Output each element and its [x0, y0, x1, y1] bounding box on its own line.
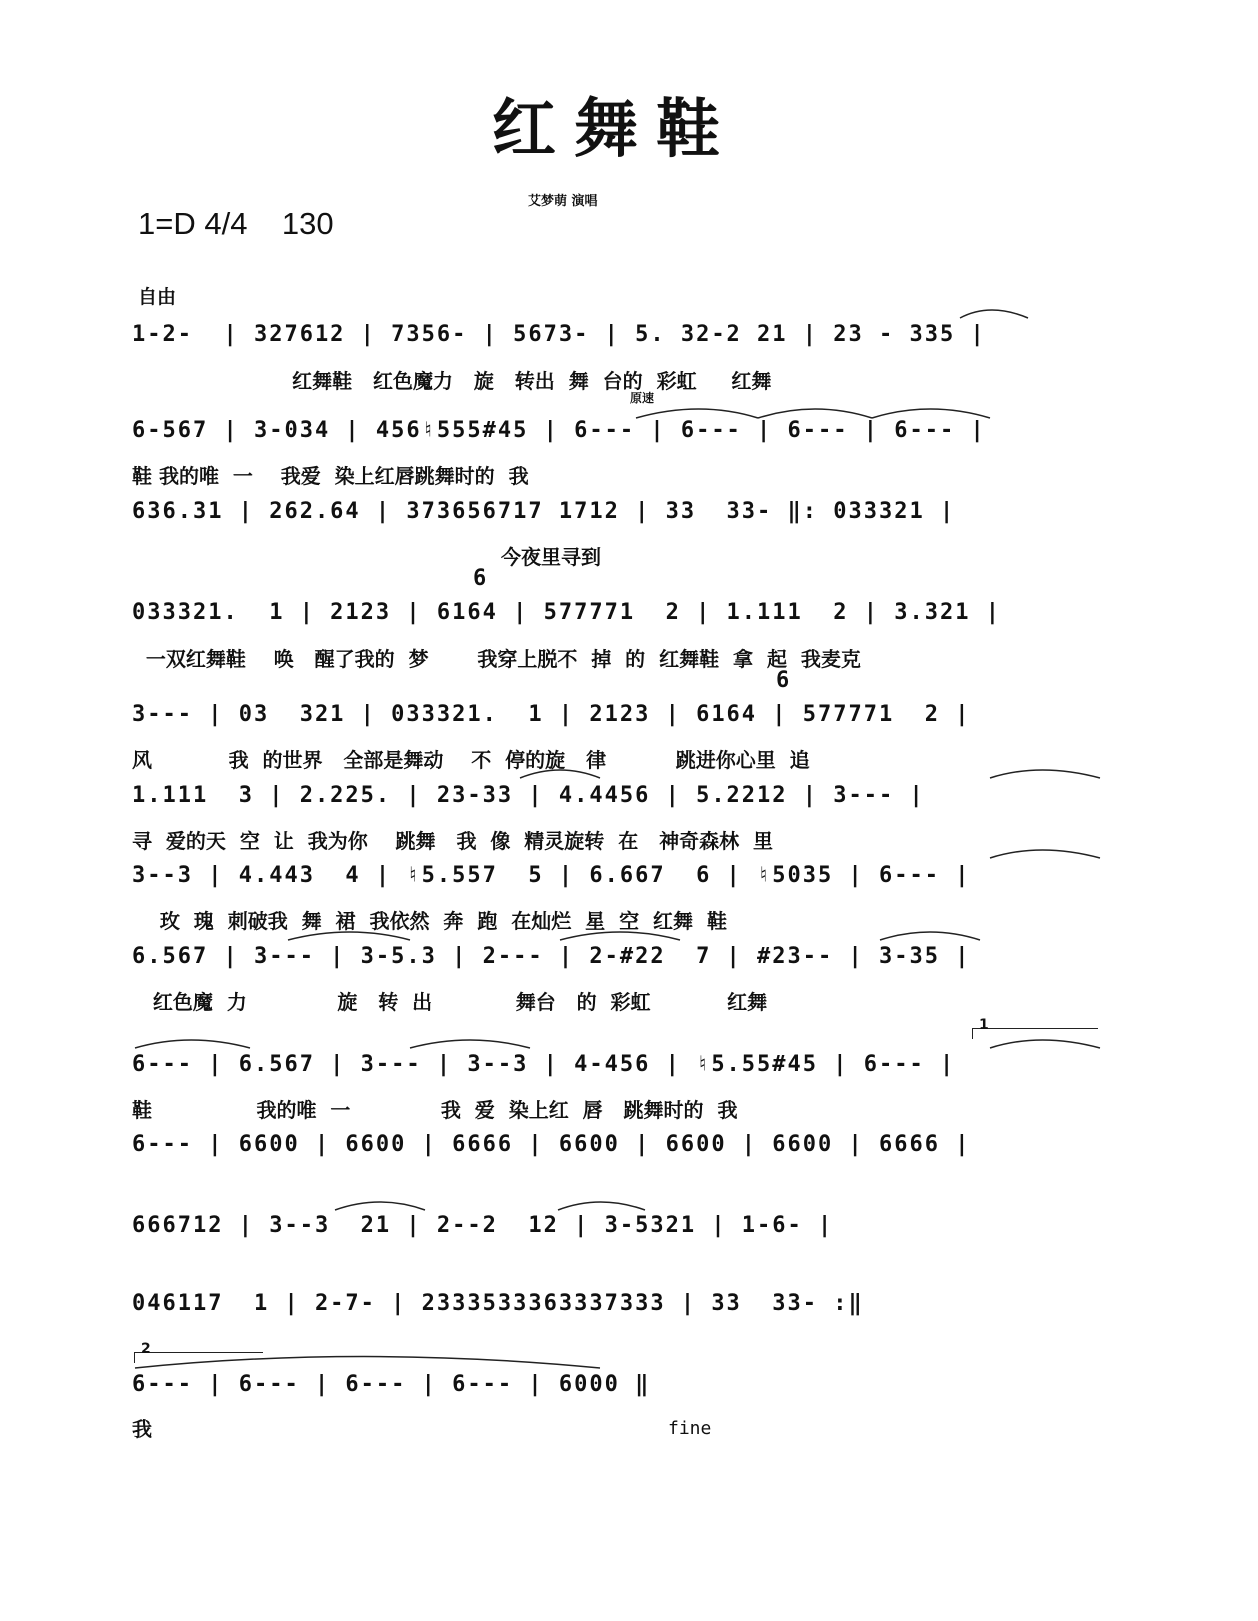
- high-note-mark: 6: [776, 668, 792, 693]
- notes-line-12: 046117 1 | 2-7- | 2333533363337333 | 33 33- :‖: [132, 1291, 864, 1316]
- notes-line-2: 6-567 | 3-034 | 456♮555#45 | 6--- | 6--- | 6--- | 6--- |: [132, 418, 986, 443]
- notes-line-6: 1.111 3 | 2.225. | 23-33 | 4.4456 | 5.2212 | 3--- |: [132, 783, 925, 808]
- lyrics-line-3: 今夜里寻到: [132, 545, 602, 569]
- slur: [872, 409, 990, 418]
- performer-credit: 艾梦萌 演唱: [528, 194, 598, 209]
- high-note-mark: 6: [473, 566, 489, 591]
- lyrics-line-4: 一双红舞鞋 唤 醒了我的 梦 我穿上脱不 掉 的 红舞鞋 拿 起 我麦克: [132, 647, 861, 671]
- slur: [558, 1202, 645, 1210]
- lyrics-line-5: 风 我 的世界 全部是舞动 不 停的旋 律 跳进你心里 追: [132, 748, 810, 772]
- slur: [410, 1040, 530, 1048]
- slur: [880, 932, 980, 940]
- lyrics-line-9: 鞋 我的唯 一 我 爱 染上红 唇 跳舞时的 我: [132, 1098, 738, 1122]
- volta-2-label: 2: [141, 1341, 151, 1357]
- slur: [990, 850, 1100, 858]
- slur: [758, 409, 872, 418]
- slur: [960, 310, 1028, 318]
- slur: [135, 1357, 600, 1369]
- tempo-number: 130: [281, 206, 334, 241]
- notes-line-9: 6--- | 6.567 | 3--- | 3--3 | 4-456 | ♮5.55#45 | 6--- |: [132, 1052, 956, 1077]
- lyrics-line-1: 红舞鞋 红色魔力 旋 转出 舞 台的 彩虹 红舞: [132, 369, 772, 393]
- lyrics-line-13: 我: [132, 1417, 152, 1441]
- key-time-signature: 1=D 4/4: [138, 206, 248, 241]
- slur: [135, 1040, 250, 1048]
- notes-line-10: 6--- | 6600 | 6600 | 6666 | 6600 | 6600 | 6600 | 6666 |: [132, 1132, 971, 1157]
- lyrics-line-6: 寻 爱的天 空 让 我为你 跳舞 我 像 精灵旋转 在 神奇森林 里: [132, 829, 774, 853]
- notes-line-4: 033321. 1 | 2123 | 6164 | 577771 2 | 1.111 2 | 3.321 |: [132, 600, 1001, 625]
- slur: [990, 770, 1100, 778]
- notes-line-7: 3--3 | 4.443 4 | ♮5.557 5 | 6.667 6 | ♮5035 | 6--- |: [132, 863, 971, 888]
- notes-line-13: 6--- | 6--- | 6--- | 6--- | 6000 ‖: [132, 1372, 651, 1397]
- slur: [560, 932, 680, 940]
- volta-1-label: 1: [979, 1017, 989, 1033]
- lyrics-line-2: 鞋 我的唯 一 我爱 染上红唇跳舞时的 我: [132, 464, 529, 488]
- slur: [636, 409, 758, 418]
- notes-line-3: 636.31 | 262.64 | 373656717 1712 | 33 33- ‖: 033321 |: [132, 499, 956, 524]
- slur: [335, 1202, 425, 1210]
- notes-line-5: 3--- | 03 321 | 033321. 1 | 2123 | 6164 | 577771 2 |: [132, 702, 971, 727]
- slur: [288, 932, 410, 940]
- notes-line-11: 666712 | 3--3 21 | 2--2 12 | 3-5321 | 1-6- |: [132, 1213, 834, 1238]
- tempo-marking: 自由: [138, 286, 177, 308]
- notes-line-8: 6.567 | 3--- | 3-5.3 | 2--- | 2-#22 7 | #23-- | 3-35 |: [132, 944, 971, 969]
- page-title: 红舞鞋: [492, 92, 738, 167]
- notes-line-1: 1-2- | 327612 | 7356- | 5673- | 5. 32-2 21 | 23 - 335 |: [132, 322, 986, 347]
- slur: [520, 770, 600, 778]
- tempo-return-mark: 原速: [630, 391, 655, 405]
- fine-mark: fine: [668, 1418, 712, 1439]
- slur: [990, 1040, 1100, 1048]
- lyrics-line-7: 玫 瑰 刺破我 舞 裙 我依然 奔 跑 在灿烂 星 空 红舞 鞋: [132, 909, 727, 933]
- lyrics-line-8: 红色魔 力 旋 转 出 舞台 的 彩虹 红舞: [132, 990, 768, 1014]
